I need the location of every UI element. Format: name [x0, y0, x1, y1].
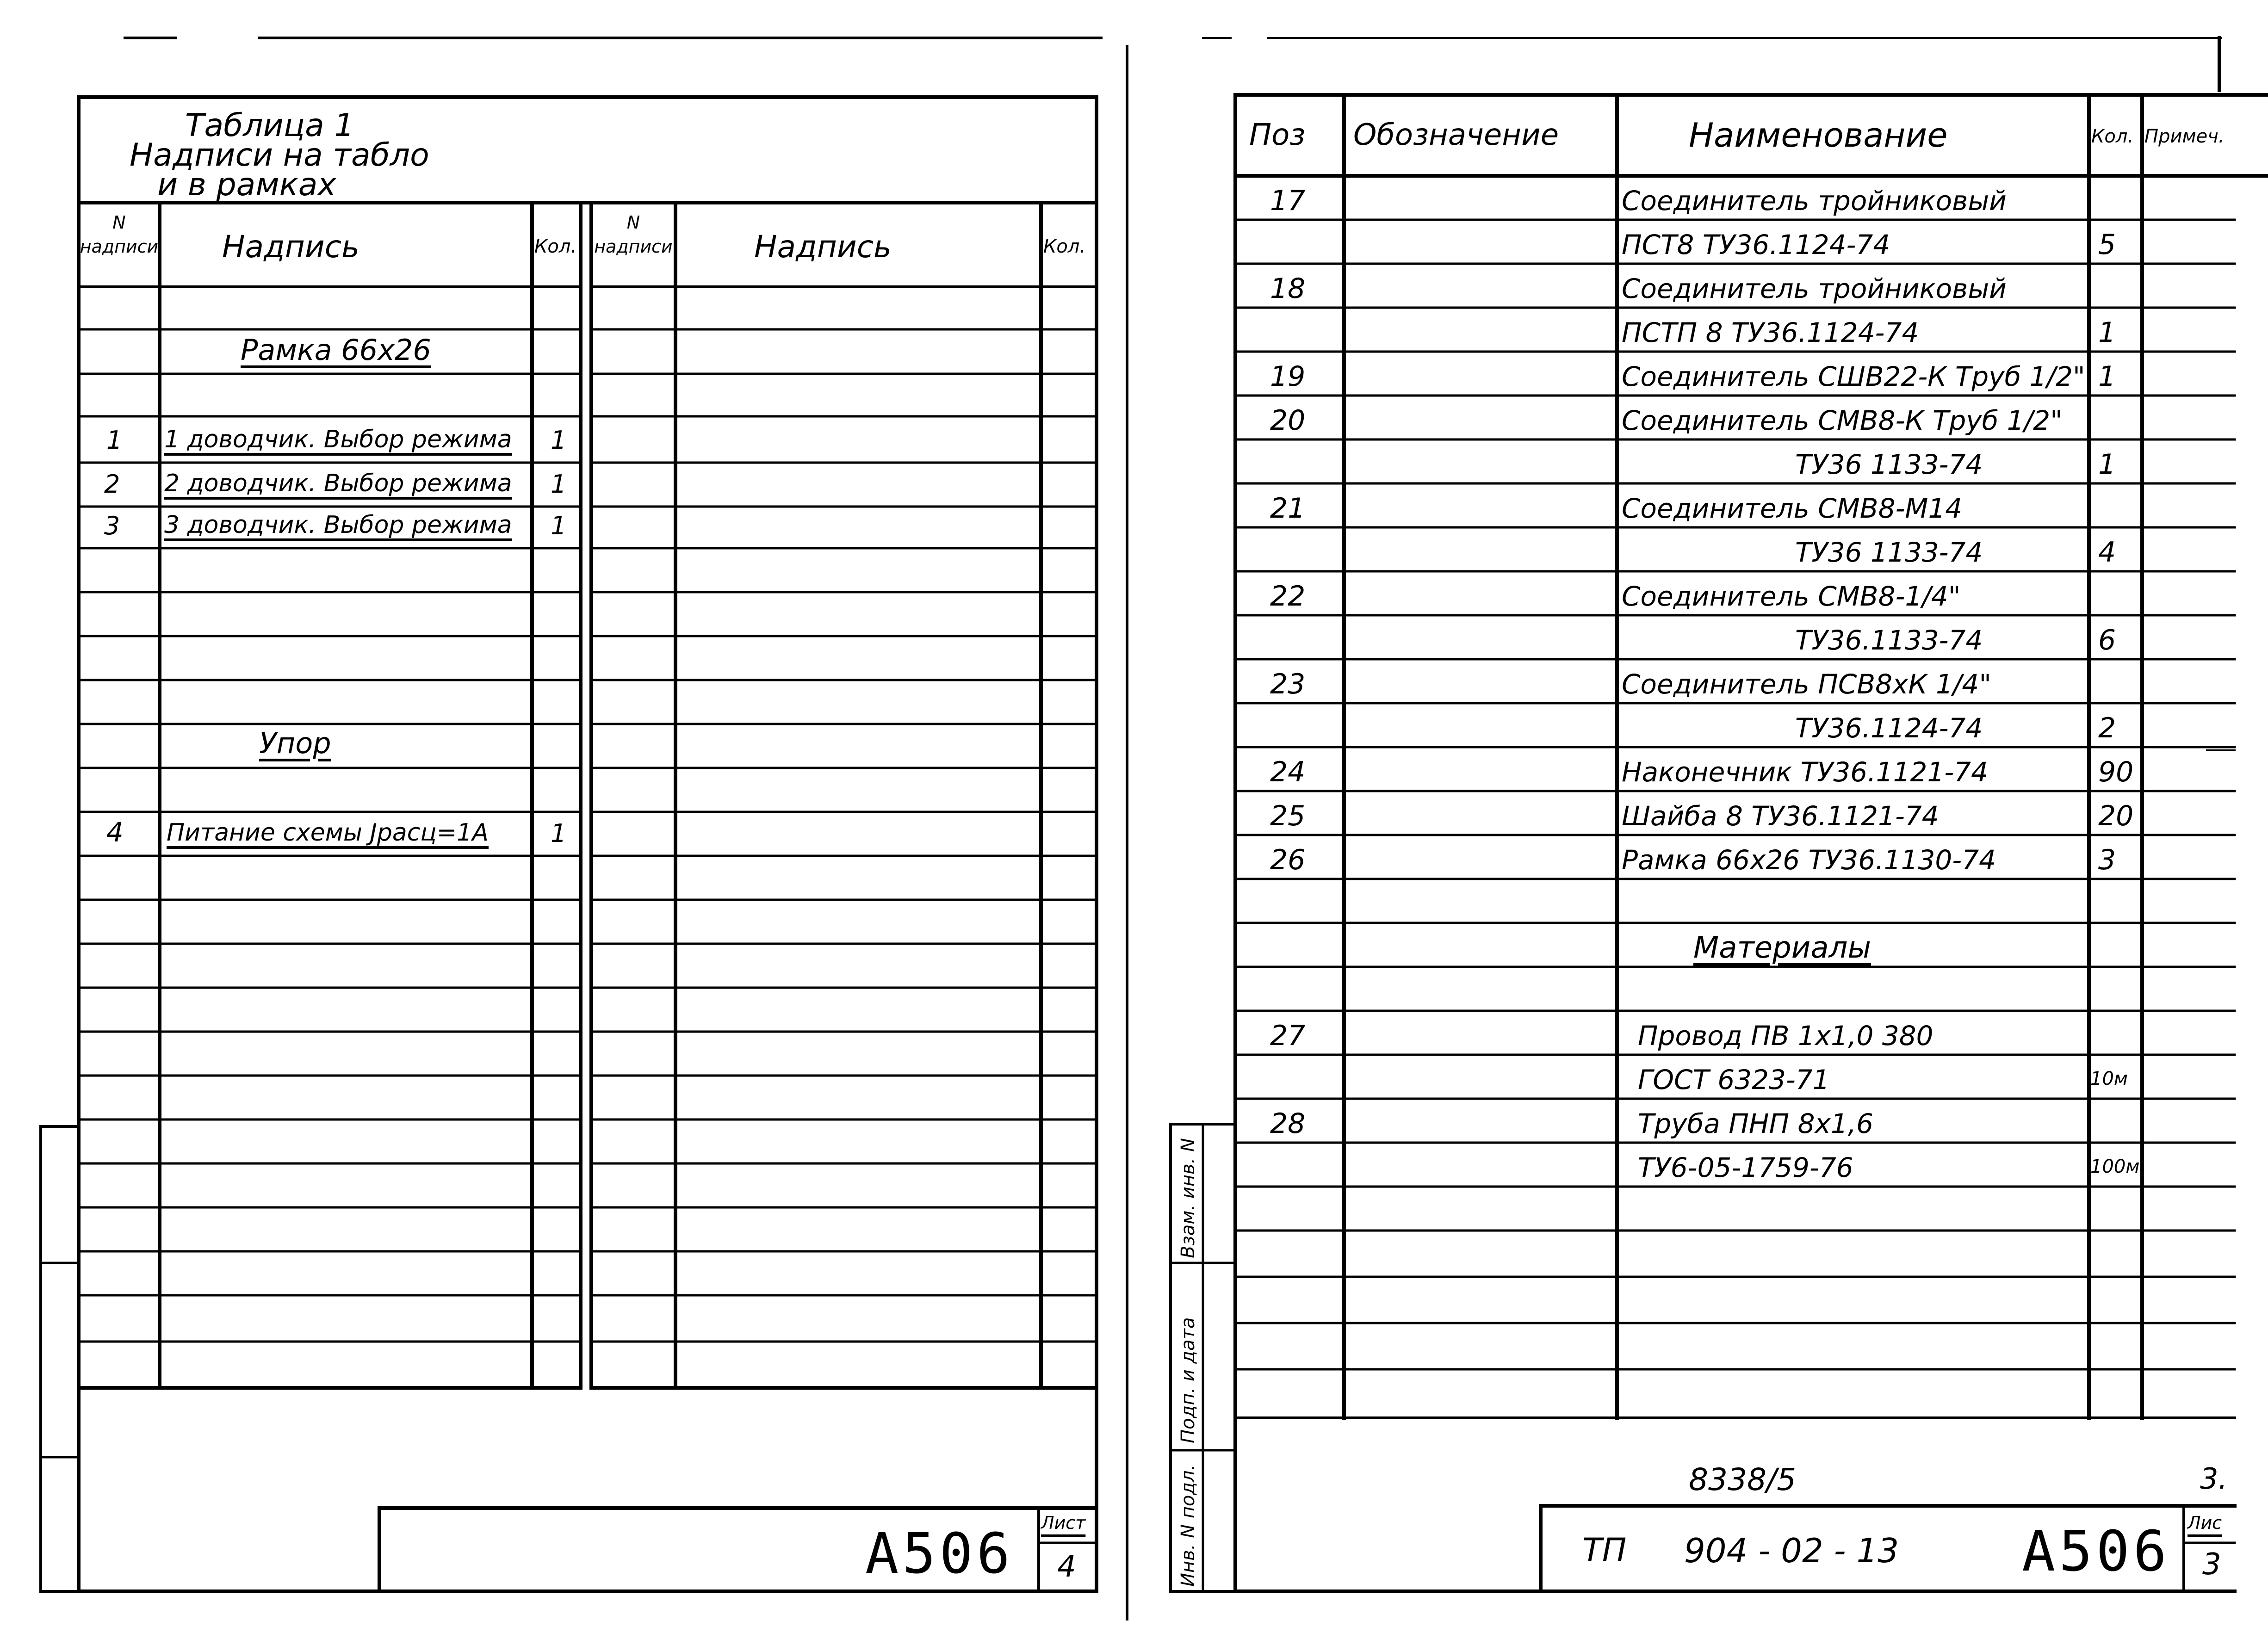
spec-row-pos: 21 — [1270, 492, 1306, 525]
spec-row-pos: 19 — [1270, 360, 1306, 393]
spec-row-qty: 10м — [2090, 1068, 2128, 1089]
spec-row-name: ТУ6-05-1759-76 — [1638, 1151, 1853, 1183]
spec-row-pos: 17 — [1270, 184, 1306, 217]
stamp-sheet-number-right: 3 — [2202, 1547, 2221, 1582]
row-3-num: 3 — [104, 511, 120, 540]
spec-row-name: Провод ПВ 1х1,0 380 — [1638, 1020, 1933, 1051]
header-pos: Поз — [1249, 118, 1306, 152]
header-num-left-word: надписи — [80, 236, 159, 257]
spec-row-name: ТУ36 1133-74 — [1795, 536, 1983, 568]
spec-row-qty: 90 — [2098, 755, 2134, 788]
spec-row-qty: 100м — [2090, 1156, 2140, 1177]
spec-section-materials: Материалы — [1693, 930, 1871, 965]
row-2-qty: 1 — [551, 470, 567, 499]
row-3-text: 3 доводчик. Выбор режима — [164, 511, 512, 539]
row-3-qty: 1 — [551, 511, 567, 540]
spec-row-pos: 22 — [1270, 580, 1306, 612]
spec-row-qty: 1 — [2098, 316, 2116, 349]
section-stop: Упор — [259, 726, 331, 760]
spec-row-pos: 25 — [1270, 799, 1306, 832]
spec-row-name: Труба ПНП 8х1,6 — [1638, 1107, 1874, 1139]
spec-row-name: Соединитель тройниковый — [1622, 185, 2007, 216]
header-qty-left: Кол. — [534, 236, 577, 257]
header-qty: Кол. — [2091, 126, 2134, 147]
spec-row-name: Соединитель СМВ8-1/4" — [1622, 580, 1961, 612]
header-inscription-left: Надпись — [222, 229, 359, 265]
row-2-text: 2 доводчик. Выбор режима — [164, 470, 512, 497]
spec-row-name: ТУ36 1133-74 — [1795, 448, 1983, 480]
header-qty-right: Кол. — [1043, 236, 1086, 257]
spec-row-name: ПСТ8 ТУ36.1124-74 — [1622, 229, 1890, 260]
row-4-text: Питание схемы Jрасц=1А — [167, 819, 489, 847]
stamp-project-number: 904 - 02 - 13 — [1684, 1531, 1899, 1570]
side-label-inv: Инв. N подл. — [1177, 1464, 1199, 1587]
spec-row-qty: 5 — [2098, 228, 2116, 261]
header-name: Наименование — [1689, 116, 1948, 155]
table-title-line-3: и в рамках — [157, 167, 336, 203]
header-note: Примеч. — [2144, 126, 2225, 147]
table-title-line-2: Надписи на табло — [130, 137, 429, 173]
spec-row-pos: 23 — [1270, 668, 1306, 700]
row-4-num: 4 — [106, 816, 124, 848]
spec-row-pos: 18 — [1270, 272, 1306, 305]
header-num-left — [79, 210, 160, 259]
spec-row-qty: 2 — [2098, 711, 2116, 744]
spec-row-name: ТУ36.1133-74 — [1795, 624, 1983, 656]
spec-row-qty: 3 — [2098, 843, 2116, 876]
section-frame: Рамка 66х26 — [241, 333, 431, 367]
side-label-podp: Подп. и дата — [1177, 1317, 1199, 1443]
stamp-drawing-number: 8338/5 — [1689, 1462, 1797, 1497]
stamp-code-right: А506 — [2022, 1520, 2170, 1584]
spec-row-name: ГОСТ 6323-71 — [1638, 1064, 1830, 1095]
stamp-sheet-number-left: 4 — [1057, 1550, 1076, 1584]
spec-row-name: Соединитель ПСВ8хК 1/4" — [1622, 668, 1992, 700]
spec-row-qty: 1 — [2098, 448, 2116, 481]
header-num-right-n: N — [626, 212, 640, 233]
spec-row-pos: 20 — [1270, 404, 1306, 437]
spec-row-qty: 20 — [2098, 799, 2134, 832]
stamp-tp-label: ТП — [1582, 1531, 1627, 1569]
spec-row-qty: 1 — [2098, 360, 2116, 393]
row-1-text: 1 доводчик. Выбор режима — [164, 426, 512, 453]
row-4-qty: 1 — [551, 819, 567, 848]
header-num-right — [591, 210, 675, 259]
spec-row-pos: 24 — [1270, 755, 1306, 788]
stamp-corner-fragment: 3. — [2200, 1462, 2228, 1496]
header-num-right-word: надписи — [594, 236, 673, 257]
header-inscription-right: Надпись — [754, 229, 892, 265]
spec-row-name: Шайба 8 ТУ36.1121-74 — [1622, 800, 1939, 832]
stamp-sheet-label-left: Лист — [1041, 1513, 1086, 1533]
spec-row-pos: 28 — [1270, 1107, 1306, 1140]
spec-row-name: Соединитель СМВ8-М14 — [1622, 492, 1963, 524]
table-title-line-1: Таблица 1 — [185, 107, 354, 144]
spec-row-qty: 6 — [2098, 624, 2116, 656]
spec-row-name: Наконечник ТУ36.1121-74 — [1622, 756, 1988, 788]
spec-row-name: Соединитель СШВ22-К Труб 1/2" — [1622, 360, 2085, 392]
spec-row-qty: 4 — [2098, 536, 2116, 569]
row-1-qty: 1 — [551, 426, 567, 455]
header-designation: Обозначение — [1353, 118, 1559, 152]
spec-row-name: Соединитель тройниковый — [1622, 272, 2007, 304]
row-2-num: 2 — [104, 470, 120, 499]
spec-row-pos: 26 — [1270, 843, 1306, 876]
side-label-vzam: Взам. инв. N — [1177, 1138, 1199, 1258]
spec-row-name: Соединитель СМВ8-К Труб 1/2" — [1622, 404, 2063, 436]
stamp-sheet-label-right: Лис — [2187, 1513, 2222, 1533]
spec-row-name: ПСТП 8 ТУ36.1124-74 — [1622, 316, 1919, 348]
table-title — [130, 107, 429, 203]
spec-row-name: ТУ36.1124-74 — [1795, 712, 1983, 744]
spec-row-name: Рамка 66х26 ТУ36.1130-74 — [1622, 844, 1996, 876]
header-num-left-n: N — [112, 212, 126, 233]
row-1-num: 1 — [106, 426, 123, 455]
stamp-code-left: А506 — [865, 1522, 1014, 1586]
spec-row-pos: 27 — [1270, 1019, 1306, 1052]
